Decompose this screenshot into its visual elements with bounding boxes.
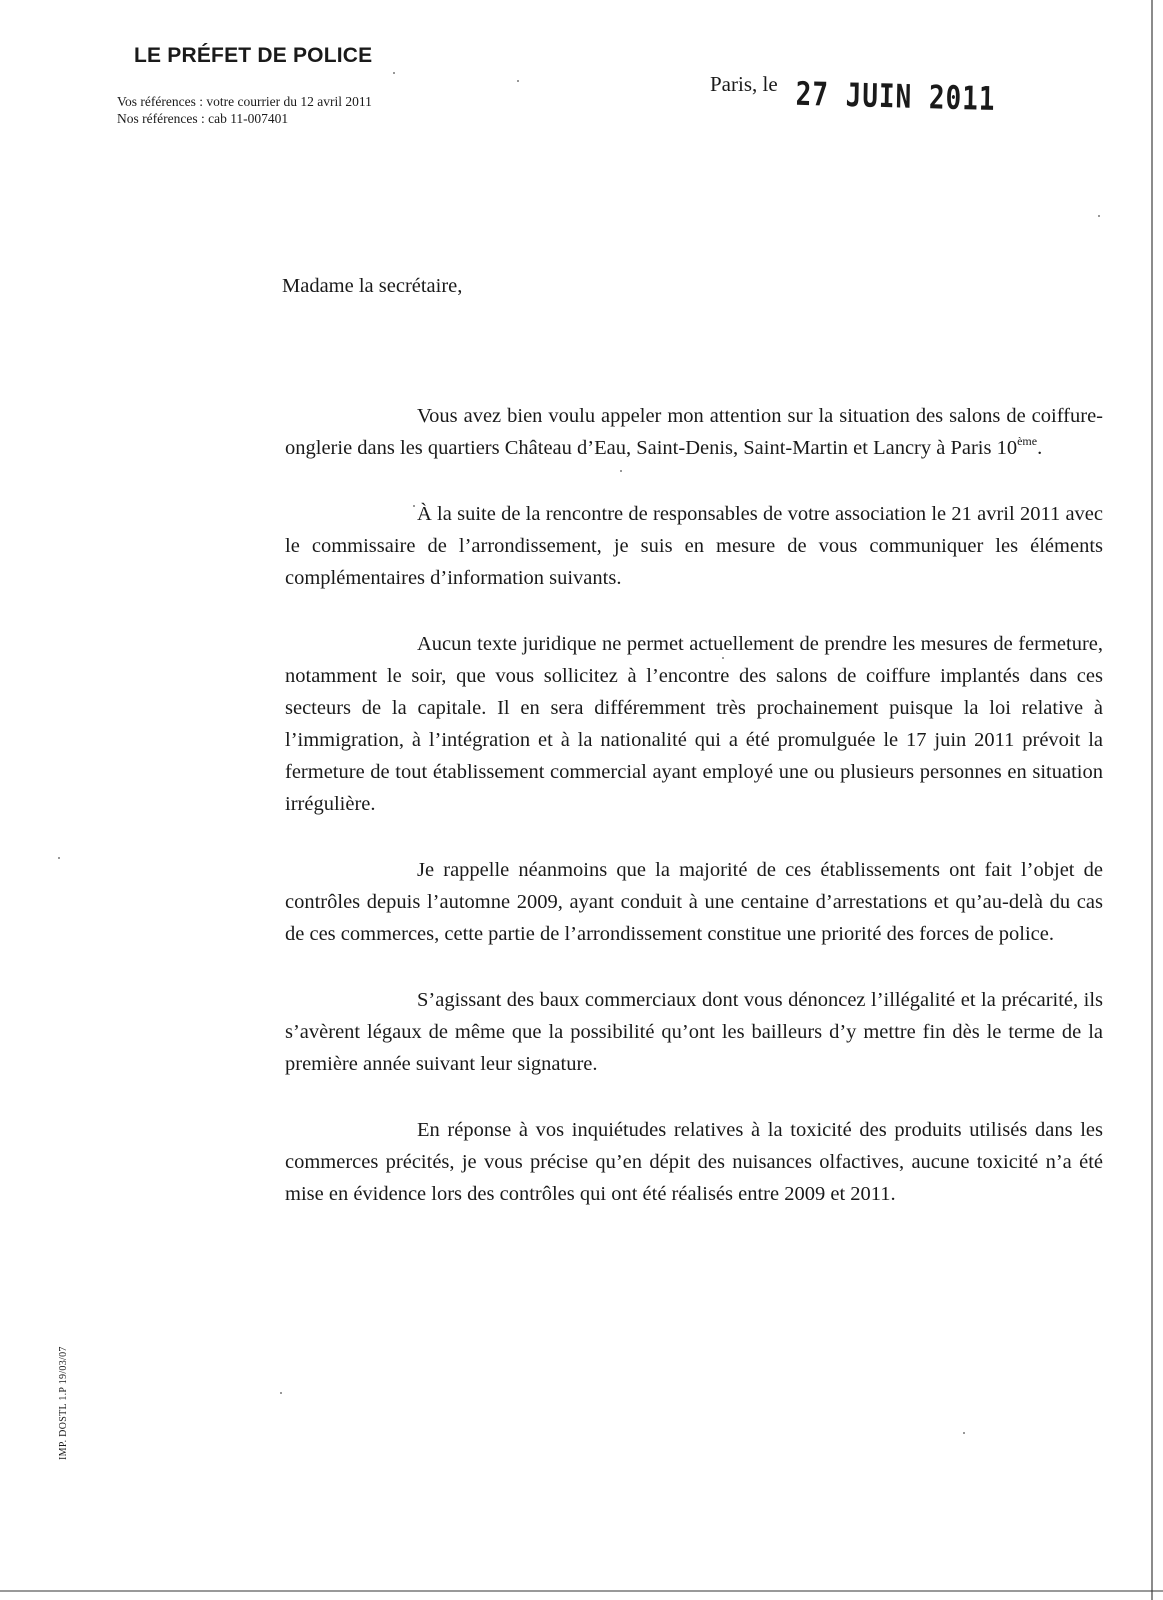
scan-speck	[280, 1392, 282, 1394]
superscript-eme: ème	[1017, 434, 1038, 448]
scan-speck	[620, 470, 622, 472]
scan-speck	[963, 1432, 965, 1434]
scan-speck	[58, 857, 60, 859]
your-reference: Vos références : votre courrier du 12 avril 2011	[117, 94, 372, 109]
salutation: Madame la secrétaire,	[282, 275, 463, 297]
references-block	[117, 93, 372, 127]
scan-edge-right	[1151, 0, 1153, 1600]
date-stamp: 27 JUIN 2011	[795, 76, 996, 119]
paragraph-5: S’agissant des baux commerciaux dont vous dénoncez l’illégalité et la précarité, ils s’avèrent légaux de même que la possibilité qu’ont les bailleurs d’y mettre fin dès le terme de la première année suivant leur signature.	[285, 989, 1103, 1075]
date-label: Paris, le	[710, 72, 778, 96]
paragraph-1: Vous avez bien voulu appeler mon attention sur la situation des salons de coiffure-onglerie dans les quartiers Château d’Eau, Saint-Denis, Saint-Martin et Lancry à Paris 10ème.	[285, 405, 1103, 459]
paragraph-4: Je rappelle néanmoins que la majorité de ces établissements ont fait l’objet de contrôles depuis l’automne 2009, ayant conduit à une centaine d’arrestations et qu’au-delà du cas de ces commerces, cette partie de l’arrondissement constitue une priorité des forces de police.	[285, 859, 1103, 945]
scan-speck	[393, 72, 395, 74]
scan-speck	[413, 505, 415, 507]
scan-speck	[517, 80, 519, 82]
scan-edge-bottom	[0, 1590, 1163, 1592]
paragraph-2: À la suite de la rencontre de responsables de votre association le 21 avril 2011 avec le commissaire de l’arrondissement, je suis en mesure de vous communiquer les éléments complémentaires d’information suivants.	[285, 503, 1103, 589]
printer-code: IMP. DOSTL 1.P 19/03/07	[58, 1346, 69, 1460]
sender-title: LE PRÉFET DE POLICE	[134, 44, 373, 67]
scan-speck	[1098, 215, 1100, 217]
paragraph-6: En réponse à vos inquiétudes relatives à la toxicité des produits utilisés dans les commerces précités, je vous précise qu’en dépit des nuisances olfactives, aucune toxicité n’a été mise en évidence lors des contrôles qui ont été réalisés entre 2009 et 2011.	[285, 1119, 1103, 1205]
date-line	[710, 72, 996, 119]
paragraph-3: Aucun texte juridique ne permet actuellement de prendre les mesures de fermeture, notamment le soir, que vous sollicitez à l’encontre des salons de coiffure implantés dans ces secteurs de la capitale. Il en sera différemment très prochainement puisque la loi relative à l’immigration, à l’intégration et à la nationalité qui a été promulguée le 17 juin 2011 prévoit la fermeture de tout établissement commercial ayant employé une ou plusieurs personnes en situation irrégulière.	[285, 633, 1103, 815]
scan-speck	[722, 657, 724, 659]
our-reference: Nos références : cab 11-007401	[117, 111, 289, 126]
letter-body	[285, 400, 1103, 1244]
